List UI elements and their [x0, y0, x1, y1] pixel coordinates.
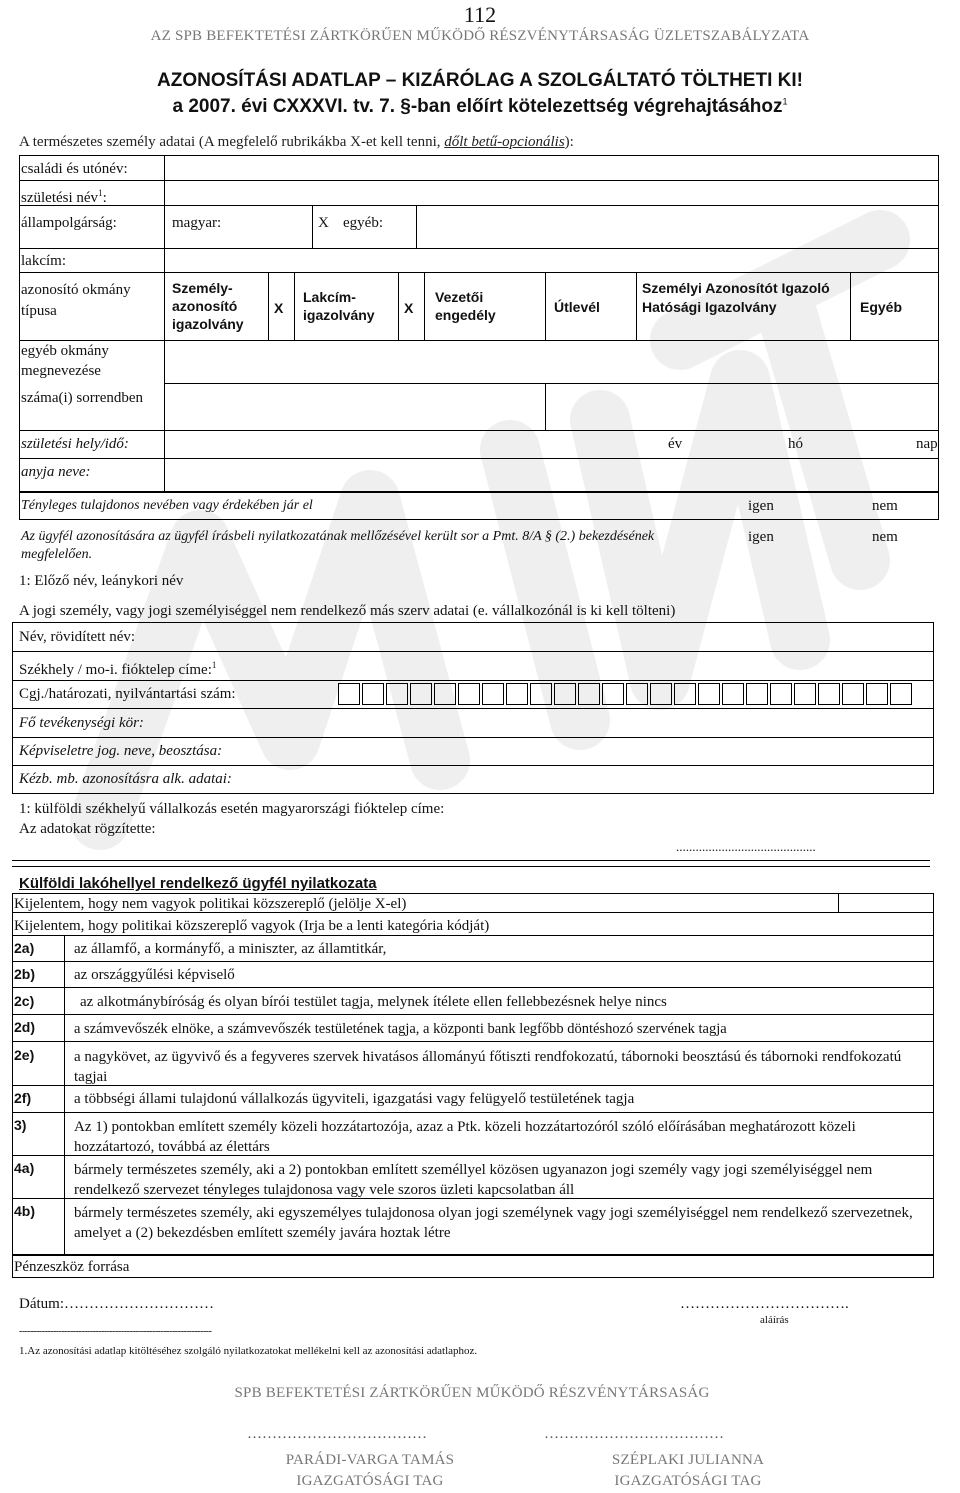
date-label: Dátum:………………………… — [19, 1296, 214, 1312]
pep-code: 2f) — [14, 1090, 32, 1106]
footer-dots-right: ……………………………… — [544, 1426, 724, 1442]
footnote-divider: -------------------------------------------------------------------- — [19, 1326, 212, 1337]
reg-number-boxes[interactable] — [338, 683, 934, 706]
declaration-title: Külföldi lakóhellyel rendelkező ügyfél nyilatkozata — [19, 875, 377, 892]
recorded-by-dots: ........................................... — [676, 839, 816, 854]
citizenship-label: állampolgárság: — [21, 215, 117, 231]
other-doc-label: egyéb okmány megnevezése — [21, 343, 109, 379]
running-header: AZ SPB BEFEKTETÉSI ZÁRTKÖRŰEN MŰKÖDŐ RÉSZVÉNYTÁRSASÁG ÜZLETSZABÁLYZATA — [150, 28, 810, 44]
reg-number-label: Cgj./határozati, nyilvántartási szám: — [19, 686, 236, 702]
doc-type-personal-id: Személy-azonosító igazolvány — [172, 280, 244, 332]
funds-source-row — [12, 1255, 934, 1278]
is-pep-statement: Kijelentem, hogy politikai közszereplő vagyok (Irja be a lenti kategória kódját) — [14, 918, 490, 934]
id-doc-type-label: azonosító okmány típusa — [21, 282, 131, 319]
signature-dots: ……………………………. — [680, 1296, 849, 1312]
pep-text: a számvevőszék elnöke, a számvevőszék testületének tagja, a központi bank legfőbb döntéshozó szervének tagja — [74, 1021, 727, 1037]
pep-code: 2c) — [14, 993, 35, 1009]
doc-type-driving-licence: Vezetői engedély — [435, 289, 496, 323]
footer-name-right: SZÉPLAKI JULIANNA — [611, 1452, 765, 1468]
legal-intro: A jogi személy, vagy jogi személyiséggel nem rendelkező más szerv adatai (e. vállalkozónál is ki kell tölteni) — [19, 603, 676, 619]
pep-text: bármely természetes személy, aki a 2) pontokban említett személlyel közösen ugyanazon jogi személy vagy jogi személyiséggel nem rendelkező szervezet tényleges tulajdonosa vagy vele szoros üzleti kapcsolatban áll — [74, 1162, 873, 1198]
family-name-label: családi és utónév: — [21, 161, 128, 177]
year-label: év — [668, 436, 683, 452]
pep-code: 2a) — [14, 940, 35, 956]
pep-text: a többségi állami tulajdonú vállalkozás ügyviteli, igazgatási vagy felügyelő testületének tagja — [74, 1091, 635, 1107]
doc-mark-address-card: X — [404, 300, 414, 316]
address-label: lakcím: — [21, 253, 66, 269]
pep-text: az országgyűlési képviselő — [74, 967, 235, 983]
doc-mark-personal-id: X — [274, 300, 284, 316]
pep-text: az alkotmánybíróság és olyan bírói testület tagja, melynek ítélete ellen fellebbezésnek helye nincs — [80, 994, 667, 1010]
doc-type-other: Egyéb — [860, 299, 903, 315]
doc-type-passport: Útlevél — [554, 299, 600, 315]
pep-code: 4b) — [14, 1203, 35, 1219]
pep-code: 4a) — [14, 1160, 35, 1176]
foreign-seat-note: 1: külföldi székhelyű vállalkozás esetén magyarországi fióktelep címe: — [19, 801, 445, 817]
beneficial-owner-label: Tényleges tulajdonos nevében vagy érdekében jár el — [21, 498, 313, 513]
beneficial-owner-yes: igen — [748, 498, 774, 514]
pep-code: 2e) — [14, 1047, 35, 1063]
main-activity-label: Fő tevékenységi kör: — [19, 715, 144, 731]
pep-code: 2b) — [14, 966, 35, 982]
pep-code: 2d) — [14, 1019, 35, 1035]
natural-intro: A természetes személy adatai (A megfelelő rubrikákba X-et kell tenni, dőlt betű-opcionális): — [19, 134, 574, 150]
other-citizenship-label: egyéb: — [343, 215, 383, 231]
written-statement-yes: igen — [748, 529, 774, 545]
page-number: 112 — [463, 2, 497, 27]
written-statement-no: nem — [872, 529, 898, 545]
pep-text: a nagykövet, az ügyvivő és a fegyveres szervek hivatásos állományú főtiszti rendfokozatú, tábornoki beosztású és tábornoki rendfokozatú tagjai — [74, 1049, 902, 1085]
pep-text: Az 1) pontokban említett személy közeli hozzátartozója, azaz a Ptk. közeli hozzátartozóról szóló előírásában meghatározott közeli hozzátartozó, továbbá az élettárs — [74, 1119, 856, 1155]
recorded-by-label: Az adatokat rögzítette: — [19, 821, 156, 837]
signature-label: aláírás — [760, 1314, 789, 1326]
footnote-text: 1.Az azonosítási adatlap kitöltéséhez szolgáló nyilatkozatokat mellékelni kell az azonosítási adatlaphoz. — [19, 1345, 478, 1357]
footer-company: SPB BEFEKTETÉSI ZÁRTKÖRŰEN MŰKÖDŐ RÉSZVÉNYTÁRSASÁG — [234, 1385, 710, 1401]
footer-dots-left: ……………………………… — [247, 1426, 427, 1442]
doc-numbers-label: száma(i) sorrendben — [21, 390, 144, 406]
pep-text: az államfő, a kormányfő, a miniszter, az államtitkár, — [74, 941, 387, 957]
birth-place-date-label: születési hely/idő: — [21, 436, 129, 452]
footer-role-left: IGAZGATÓSÁGI TAG — [296, 1473, 444, 1489]
written-statement-label: Az ügyfél azonosítására az ügyfél írásbeli nyilatkozatának mellőzésével került sor a Pmt. 8/A § (2.) bekezdésének megfelelően. — [21, 529, 655, 562]
month-label: hó — [788, 436, 803, 452]
mother-name-label: anyja neve: — [21, 464, 91, 480]
form-title: AZONOSÍTÁSI ADATLAP – KIZÁRÓLAG A SZOLGÁLTATÓ TÖLTHETI KI! — [157, 70, 803, 91]
representative-label: Képviseletre jog. neve, beosztása: — [19, 743, 223, 759]
legal-seat-label: Székhely / mo-i. fióktelep címe:$^1$ — [19, 660, 217, 678]
hungarian-x-mark: X — [318, 215, 329, 231]
legal-name-label: Név, rövidített név: — [19, 629, 136, 645]
birth-name-label: születési név$^1$: — [21, 188, 107, 206]
beneficial-owner-no: nem — [872, 498, 898, 514]
pep-text: bármely természetes személy, aki egyszemélyes tulajdonosa olyan jogi személynek vagy jogi személyiséggel nem rendelkező szervezetnek, amelyet a (2) bekezdésben említett személy javára hoztak létre — [74, 1205, 913, 1241]
footer-name-left: PARÁDI-VARGA TAMÁS — [285, 1452, 455, 1468]
hungarian-label: magyar: — [172, 215, 222, 231]
day-label: nap — [916, 436, 938, 452]
footer-role-right: IGAZGATÓSÁGI TAG — [614, 1473, 762, 1489]
doc-type-address-card: Lakcím-igazolvány — [303, 289, 375, 323]
doc-type-official-certificate: Személyi Azonosítót Igazoló Hatósági Igazolvány — [642, 280, 830, 315]
prev-name-footnote: 1: Előző név, leánykori név — [19, 573, 184, 589]
pep-code: 3) — [14, 1117, 27, 1133]
form-subtitle: a 2007. évi CXXXVI. tv. 7. §-ban előírt kötelezettség végrehajtásához$^1$ — [172, 96, 788, 117]
funds-source-label: Pénzeszköz forrása — [14, 1259, 130, 1275]
not-pep-statement: Kijelentem, hogy nem vagyok politikai közszereplő (jelölje X-el) — [14, 896, 407, 912]
agent-label: Kézb. mb. azonosításra alk. adatai: — [19, 771, 232, 787]
